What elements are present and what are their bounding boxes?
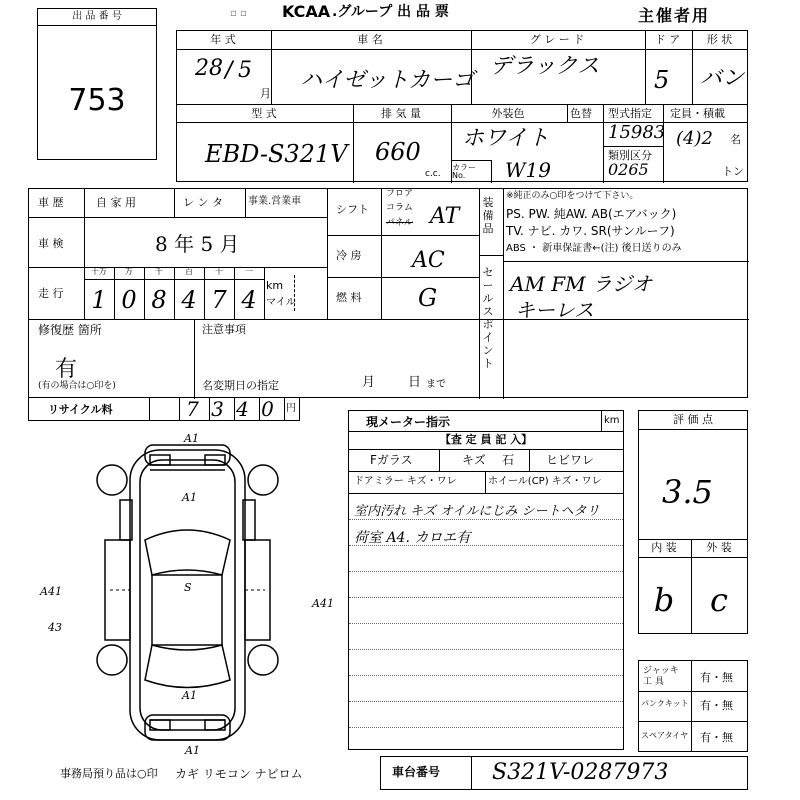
- repair-label: 修復歴 箇所: [38, 323, 102, 337]
- shift-column: コラム: [386, 203, 413, 213]
- repair-note: (有の場合は○印を): [38, 381, 116, 391]
- digit-head-100: 百: [185, 267, 193, 276]
- chassis-label: 車台番号: [392, 765, 441, 779]
- equipment-line2: TV. ナビ. カワ. SR(サンルーフ): [506, 224, 675, 238]
- cap-unit-tons: トン: [722, 165, 744, 178]
- mileage-digit: 1: [91, 286, 107, 314]
- digit-head-10: 十: [215, 267, 223, 276]
- name-change-until: まで: [426, 379, 446, 390]
- mileage-digit: 4: [181, 286, 197, 314]
- mileage-digit: 0: [121, 286, 137, 314]
- sheet-title: .グループ 出 品 票: [332, 4, 449, 20]
- damage-mark-left: A41: [40, 585, 62, 598]
- inspector-comment-1: 室内汚れ キズ オイルにじみ シートヘタリ: [354, 504, 600, 519]
- shift-floor: フロア: [386, 189, 414, 199]
- office-note: 事務局預り品は○印: [60, 767, 158, 780]
- cc-label: 排 気 量: [381, 107, 421, 120]
- meter-label: 現メーター指示: [366, 415, 451, 429]
- mileage-digit: 7: [211, 286, 227, 314]
- recycle-digit: 3: [211, 397, 224, 421]
- name-label: 車 名: [357, 33, 383, 46]
- model-label: 型 式: [251, 107, 277, 120]
- score-value: 3.5: [662, 473, 713, 511]
- year-label: 年 式: [210, 33, 236, 46]
- cap-value: (4)2: [676, 128, 713, 149]
- color-value: ホワイト: [462, 126, 550, 151]
- recycle-digit: 4: [236, 397, 249, 421]
- cc-unit: c.c.: [425, 169, 441, 179]
- mile-unit: マイル: [266, 297, 296, 308]
- repair-value: 有: [55, 357, 78, 382]
- inspect-value: 8 年 5 月: [155, 232, 240, 256]
- damage-mark-hood: A1: [182, 491, 197, 504]
- spec-label: 型式指定: [608, 107, 652, 120]
- interior-label: 内 装: [651, 541, 677, 554]
- digit-head-1k: 千: [155, 267, 163, 276]
- name-change-label: 名変期日の指定: [202, 379, 279, 392]
- meter-unit: km: [604, 415, 620, 426]
- damage-mark-front: A1: [184, 432, 199, 445]
- header-marks: ▫ ▫: [230, 8, 247, 19]
- ac-label: 冷 房: [336, 249, 362, 262]
- equipment-note: ※純正のみ○印をつけて下さい。: [506, 191, 639, 201]
- notes-label: 注意事項: [202, 323, 246, 336]
- name-change-month: 月: [362, 375, 376, 390]
- door-label: ド ア: [654, 33, 681, 46]
- model-value: EBD-S321V: [205, 140, 348, 168]
- history-private: 自 家 用: [96, 196, 136, 209]
- spec-value: 15983: [608, 122, 666, 143]
- fuel-value: G: [418, 284, 438, 312]
- digit-head-10k: 万: [125, 267, 133, 276]
- glass-crack: ヒビワレ: [546, 453, 595, 467]
- interior-value: b: [653, 581, 675, 619]
- recycle-label: リサイクル料: [48, 403, 113, 416]
- fuel-label: 燃 料: [336, 291, 362, 304]
- digit-head-1: 一: [245, 267, 253, 276]
- lot-label: 出 品 番 号: [72, 11, 122, 22]
- mirror-label: ドアミラー キズ・ワレ: [354, 476, 457, 487]
- copy-type: 主催者用: [638, 6, 711, 25]
- exterior-value: c: [710, 581, 728, 619]
- inspect-label: 車 検: [38, 237, 64, 250]
- damage-mark-roof: S: [184, 581, 192, 594]
- cc-value: 660: [375, 138, 421, 166]
- tool-jack-label: ジャッキ 工 具: [643, 666, 679, 687]
- recycle-unit: 円: [286, 403, 296, 414]
- sales-point-1: AM FM ラジオ: [510, 272, 652, 296]
- mileage-label: 走 行: [38, 287, 64, 300]
- brand-logo: KCAA: [282, 2, 331, 21]
- tool-spare-label: スペアタイヤ: [641, 731, 689, 740]
- history-rental: レ ン タ: [183, 196, 223, 209]
- shift-panel: パネル: [386, 218, 414, 228]
- shape-value: バン: [700, 66, 745, 91]
- tool-jack-value: 有・無: [700, 671, 733, 684]
- sales-points-label: セールスポイント: [482, 266, 494, 370]
- recycle-digit: 7: [186, 397, 199, 421]
- km-unit: km: [266, 279, 284, 292]
- grade-label: グ レ ー ド: [529, 33, 585, 46]
- equipment-line1: PS. PW. 純AW. AB(エアバック): [506, 207, 677, 221]
- month-unit: 月: [260, 87, 271, 100]
- chassis-value: S321V-0287973: [492, 760, 669, 785]
- grade-value: デラックス: [490, 54, 600, 79]
- year-value: 28: [195, 56, 223, 81]
- sales-point-2: キーレス: [515, 298, 594, 322]
- wheel-label: ホイール(CP) キズ・ワレ: [488, 476, 602, 487]
- exterior-label: 外 装: [706, 541, 732, 554]
- recycle-digit: 0: [261, 397, 274, 421]
- shape-label: 形 状: [706, 33, 733, 46]
- door-value: 5: [654, 66, 670, 94]
- class-label: 類別区分: [608, 149, 652, 162]
- glass-scratch: キズ: [462, 453, 486, 467]
- equipment-line3: ABS ・ 新車保証書←(注) 後日送りのみ: [506, 243, 682, 254]
- shift-label: シフト: [336, 203, 369, 216]
- class-value: 0265: [608, 160, 649, 179]
- tool-spare-value: 有・無: [700, 731, 733, 744]
- inspector-header: 【査 定 員 記 入】: [439, 433, 533, 446]
- score-label: 評 価 点: [673, 413, 713, 426]
- tool-kit-value: 有・無: [700, 699, 733, 712]
- shift-value: AT: [430, 204, 460, 229]
- damage-mark-left-lower: 43: [48, 621, 62, 634]
- glass-label: Fガラス: [370, 453, 413, 467]
- tool-kit-label: パンクキット: [641, 699, 689, 708]
- colorno-label: カラー No.: [452, 163, 476, 180]
- name-change-day: 日: [408, 375, 422, 390]
- digit-head-100k: 十万: [91, 267, 107, 276]
- year-slash: /: [225, 58, 233, 83]
- office-items: カギ リモコン ナビロム: [175, 767, 303, 781]
- damage-mark-bumper: A1: [185, 744, 200, 757]
- equipment-label: 装 備 品: [482, 196, 494, 235]
- cap-unit-persons: 名: [730, 133, 741, 146]
- history-label: 車 歴: [38, 196, 64, 209]
- colorno-value: W19: [505, 158, 552, 182]
- name-value: ハイゼットカーゴ: [300, 68, 475, 93]
- history-business: 事業.営業車: [248, 196, 302, 207]
- damage-mark-right: A41: [312, 597, 334, 610]
- month-value: 5: [238, 58, 252, 83]
- damage-mark-rear: A1: [182, 689, 197, 702]
- color-label: 外装色: [491, 107, 525, 120]
- cap-label: 定員・積載: [670, 107, 725, 120]
- lot-number: 753: [68, 83, 126, 118]
- mileage-digit: 8: [151, 286, 167, 314]
- repaint-label: 色替: [570, 107, 592, 120]
- glass-stone: 石: [502, 453, 515, 467]
- ac-value: AC: [412, 248, 445, 273]
- inspector-comment-2: 荷室 A4. カロエ有: [354, 530, 471, 546]
- mileage-digit: 4: [241, 286, 257, 314]
